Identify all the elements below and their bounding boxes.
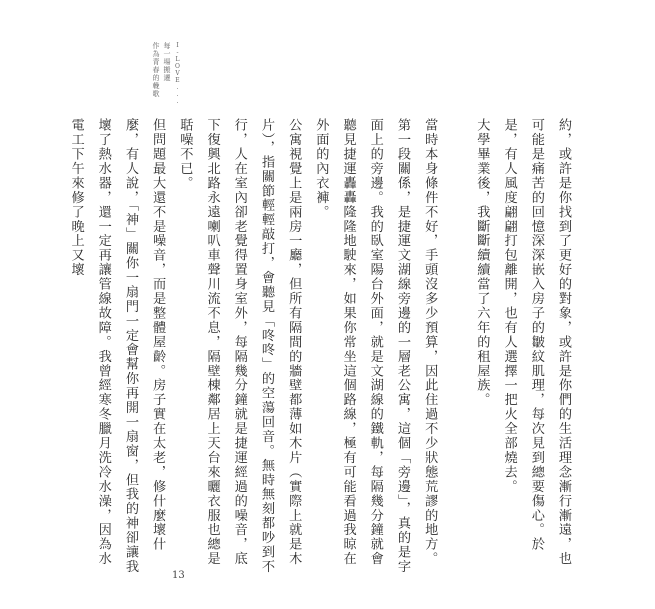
body-text: [68, 118, 577, 578]
paragraph: 大學畢業後，我斷斷續續當了六年的租屋族。: [474, 118, 490, 407]
running-head-mark: I-LOVE...: [174, 42, 181, 105]
paragraph: 約，或許是你找到了更好的對象，或許是你們的生活理念漸行漸遠，也可能是痛苦的回憶深深嵌入房子的皺紋肌理，每次見到總要傷心。於是，有人風度翩翩打包離開，也有人選擇一把火全部燒去。: [501, 118, 571, 566]
page-number: 13: [172, 570, 185, 581]
paragraph: 公寓視覺上是兩房一廳，但所有隔間的牆壁都薄如木片（實際上就是木片），指關節輕輕敲打，會聽見「咚咚」的空蕩回音。無時無刻都吵到不行，人在室內卻老覺得置身室外，每隔幾分鐘就是捷運經過的噪音，底下復興北路永遠喇叭車聲川流不息，隔壁棟鄰居上天台來曬衣服也總是聒噪不已。: [177, 118, 302, 574]
paragraph: 但問題最大還不是噪音，而是整體屋齡。房子實在太老，修什麼壞什麼，有人說，「神」關你一扇門一定會幫你再開一扇窗，但我的神卻讓我壞了熱水器，還一定再讓管線故障。我曾經寒冬臘月洗冷水澡，因為水電工下午來修了晚上又壞: [68, 118, 166, 574]
paragraph: 當時本身條件不好，手頭沒多少預算，因此住過不少狀態荒謬的地方。第一段關係，是捷運文湖線旁邊的一層老公寓，這個「旁邊」，真的是字面上的旁邊。我的臥室陽台外面，就是文湖線的鐵軌，每隔幾分鐘就會聽見捷運轟轟隆隆地駛來，如果你常坐這個路線，極有可能看過我晾在外面的內衣褲。: [313, 118, 438, 574]
running-head-chapter: 每一場搬遷: [163, 42, 171, 82]
running-head-subtitle: 作為青春的輓歌: [152, 42, 160, 98]
